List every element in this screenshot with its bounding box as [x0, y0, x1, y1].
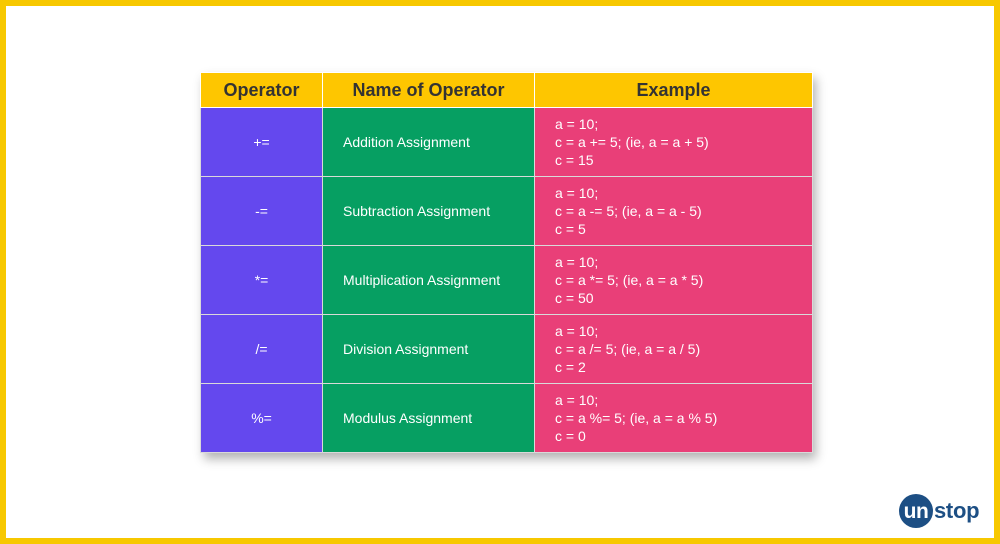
- example-cell: [535, 177, 813, 246]
- header-operator: Operator: [201, 73, 323, 108]
- example-cell: [535, 384, 813, 453]
- example-line: c = a += 5; (ie, a = a + 5): [555, 134, 709, 150]
- example-line: a = 10;: [555, 116, 599, 132]
- example-line: c = 2: [555, 359, 586, 375]
- example-cell: [535, 246, 813, 315]
- operator-cell: -=: [201, 177, 323, 246]
- example-cell: [535, 315, 813, 384]
- example-line: c = a *= 5; (ie, a = a * 5): [555, 272, 704, 288]
- unstop-logo: [899, 494, 979, 528]
- table-row: [201, 246, 813, 315]
- operator-name-cell: Multiplication Assignment: [323, 246, 535, 315]
- example-line: c = 15: [555, 152, 594, 168]
- table-row: [201, 108, 813, 177]
- logo-wordmark: stop: [934, 498, 980, 523]
- example-line: c = a %= 5; (ie, a = a % 5): [555, 410, 718, 426]
- example-line: c = 50: [555, 290, 594, 306]
- table-row: [201, 384, 813, 453]
- assignment-operators-table: [200, 72, 813, 453]
- operator-cell: +=: [201, 108, 323, 177]
- example-line: c = 5: [555, 221, 586, 237]
- example-line: c = a -= 5; (ie, a = a - 5): [555, 203, 702, 219]
- header-name-of-operator: Name of Operator: [323, 73, 535, 108]
- operators-table-container: [200, 72, 812, 453]
- example-line: a = 10;: [555, 185, 599, 201]
- example-line: a = 10;: [555, 254, 599, 270]
- operator-cell: %=: [201, 384, 323, 453]
- example-line: a = 10;: [555, 323, 599, 339]
- operator-name-cell: Modulus Assignment: [323, 384, 535, 453]
- example-line: a = 10;: [555, 392, 599, 408]
- operator-cell: /=: [201, 315, 323, 384]
- operator-name-cell: Subtraction Assignment: [323, 177, 535, 246]
- example-line: c = 0: [555, 428, 586, 444]
- header-example: Example: [535, 73, 813, 108]
- operator-cell: *=: [201, 246, 323, 315]
- logo-circle-mark: un: [899, 494, 933, 528]
- table-row: [201, 315, 813, 384]
- example-line: c = a /= 5; (ie, a = a / 5): [555, 341, 701, 357]
- example-cell: [535, 108, 813, 177]
- header-row: [201, 73, 813, 108]
- table-row: [201, 177, 813, 246]
- operator-name-cell: Division Assignment: [323, 315, 535, 384]
- operator-name-cell: Addition Assignment: [323, 108, 535, 177]
